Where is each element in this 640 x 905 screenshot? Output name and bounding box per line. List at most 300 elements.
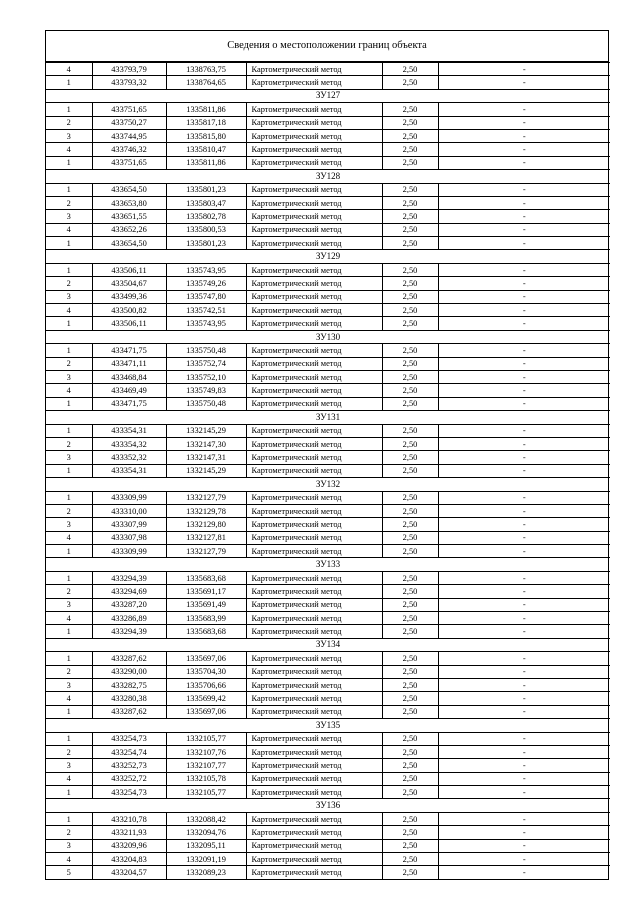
- description-cell: -: [438, 826, 610, 839]
- point-number-cell: 1: [46, 625, 92, 638]
- table-row: [46, 357, 610, 370]
- y-coordinate-cell: 1335752,74: [166, 357, 246, 370]
- x-coordinate-cell: 433211,93: [92, 826, 166, 839]
- y-coordinate-cell: 1332089,23: [166, 866, 246, 879]
- description-cell: -: [438, 370, 610, 383]
- point-number-cell: 1: [46, 786, 92, 799]
- accuracy-cell: 2,50: [382, 317, 438, 330]
- accuracy-cell: 2,50: [382, 63, 438, 76]
- accuracy-cell: 2,50: [382, 612, 438, 625]
- y-coordinate-cell: 1335801,23: [166, 237, 246, 250]
- y-coordinate-cell: 1335743,95: [166, 317, 246, 330]
- description-cell: -: [438, 116, 610, 129]
- x-coordinate-cell: 433294,39: [92, 571, 166, 584]
- y-coordinate-cell: 1335815,80: [166, 129, 246, 142]
- method-cell: Картометрический метод: [246, 263, 382, 276]
- y-coordinate-cell: 1335750,48: [166, 344, 246, 357]
- y-coordinate-cell: 1332129,78: [166, 504, 246, 517]
- accuracy-cell: 2,50: [382, 504, 438, 517]
- point-number-cell: 2: [46, 437, 92, 450]
- description-cell: -: [438, 304, 610, 317]
- y-coordinate-cell: 1332088,42: [166, 812, 246, 825]
- point-number-cell: 3: [46, 518, 92, 531]
- accuracy-cell: 2,50: [382, 772, 438, 785]
- x-coordinate-cell: 433352,32: [92, 451, 166, 464]
- description-cell: -: [438, 518, 610, 531]
- table-row: [46, 866, 610, 879]
- method-cell: Картометрический метод: [246, 357, 382, 370]
- description-cell: -: [438, 866, 610, 879]
- table-row: [46, 370, 610, 383]
- method-cell: Картометрический метод: [246, 370, 382, 383]
- section-header-row: [46, 89, 610, 102]
- point-number-cell: 1: [46, 317, 92, 330]
- point-number-cell: 1: [46, 491, 92, 504]
- y-coordinate-cell: 1335691,17: [166, 585, 246, 598]
- accuracy-cell: 2,50: [382, 545, 438, 558]
- point-number-cell: 1: [46, 652, 92, 665]
- y-coordinate-cell: 1332095,11: [166, 839, 246, 852]
- table-row: [46, 571, 610, 584]
- point-number-cell: 3: [46, 598, 92, 611]
- point-number-cell: 3: [46, 210, 92, 223]
- x-coordinate-cell: 433504,67: [92, 277, 166, 290]
- description-cell: -: [438, 786, 610, 799]
- point-number-cell: 2: [46, 826, 92, 839]
- accuracy-cell: 2,50: [382, 826, 438, 839]
- parcel-label: ЗУ130: [46, 330, 610, 343]
- table-row: [46, 129, 610, 142]
- description-cell: -: [438, 437, 610, 450]
- x-coordinate-cell: 433287,62: [92, 652, 166, 665]
- table-row: [46, 304, 610, 317]
- description-cell: -: [438, 705, 610, 718]
- description-cell: -: [438, 223, 610, 236]
- x-coordinate-cell: 433252,72: [92, 772, 166, 785]
- description-cell: -: [438, 357, 610, 370]
- table-body: [46, 63, 610, 879]
- description-cell: -: [438, 545, 610, 558]
- method-cell: Картометрический метод: [246, 424, 382, 437]
- section-header-row: [46, 799, 610, 812]
- x-coordinate-cell: 433653,80: [92, 196, 166, 209]
- y-coordinate-cell: 1332094,76: [166, 826, 246, 839]
- method-cell: Картометрический метод: [246, 678, 382, 691]
- description-cell: -: [438, 652, 610, 665]
- description-cell: -: [438, 732, 610, 745]
- accuracy-cell: 2,50: [382, 745, 438, 758]
- accuracy-cell: 2,50: [382, 116, 438, 129]
- method-cell: Картометрический метод: [246, 745, 382, 758]
- point-number-cell: 3: [46, 370, 92, 383]
- method-cell: Картометрический метод: [246, 786, 382, 799]
- table-row: [46, 424, 610, 437]
- description-cell: -: [438, 129, 610, 142]
- method-cell: Картометрический метод: [246, 598, 382, 611]
- x-coordinate-cell: 433651,55: [92, 210, 166, 223]
- table-row: [46, 652, 610, 665]
- y-coordinate-cell: 1335749,83: [166, 384, 246, 397]
- accuracy-cell: 2,50: [382, 451, 438, 464]
- y-coordinate-cell: 1335802,78: [166, 210, 246, 223]
- x-coordinate-cell: 433471,75: [92, 397, 166, 410]
- method-cell: Картометрический метод: [246, 504, 382, 517]
- y-coordinate-cell: 1335683,68: [166, 625, 246, 638]
- x-coordinate-cell: 433354,32: [92, 437, 166, 450]
- y-coordinate-cell: 1335683,68: [166, 571, 246, 584]
- description-cell: -: [438, 344, 610, 357]
- x-coordinate-cell: 433654,50: [92, 183, 166, 196]
- description-cell: -: [438, 504, 610, 517]
- point-number-cell: 4: [46, 853, 92, 866]
- point-number-cell: 1: [46, 103, 92, 116]
- method-cell: Картометрический метод: [246, 612, 382, 625]
- method-cell: Картометрический метод: [246, 451, 382, 464]
- parcel-label: ЗУ131: [46, 411, 610, 424]
- point-number-cell: 1: [46, 156, 92, 169]
- point-number-cell: 2: [46, 504, 92, 517]
- accuracy-cell: 2,50: [382, 585, 438, 598]
- table-row: [46, 116, 610, 129]
- accuracy-cell: 2,50: [382, 143, 438, 156]
- x-coordinate-cell: 433744,95: [92, 129, 166, 142]
- method-cell: Картометрический метод: [246, 518, 382, 531]
- method-cell: Картометрический метод: [246, 692, 382, 705]
- accuracy-cell: 2,50: [382, 129, 438, 142]
- section-header-row: [46, 478, 610, 491]
- x-coordinate-cell: 433287,62: [92, 705, 166, 718]
- boundary-document: [45, 30, 609, 880]
- point-number-cell: 3: [46, 759, 92, 772]
- point-number-cell: 5: [46, 866, 92, 879]
- point-number-cell: 2: [46, 116, 92, 129]
- x-coordinate-cell: 433471,75: [92, 344, 166, 357]
- y-coordinate-cell: 1335706,66: [166, 678, 246, 691]
- point-number-cell: 4: [46, 143, 92, 156]
- x-coordinate-cell: 433751,65: [92, 103, 166, 116]
- y-coordinate-cell: 1332145,29: [166, 464, 246, 477]
- y-coordinate-cell: 1332127,81: [166, 531, 246, 544]
- method-cell: Картометрический метод: [246, 344, 382, 357]
- parcel-label: ЗУ127: [46, 89, 610, 102]
- table-row: [46, 625, 610, 638]
- accuracy-cell: 2,50: [382, 103, 438, 116]
- point-number-cell: 1: [46, 571, 92, 584]
- description-cell: -: [438, 156, 610, 169]
- point-number-cell: 2: [46, 277, 92, 290]
- y-coordinate-cell: 1338763,75: [166, 63, 246, 76]
- section-header-row: [46, 638, 610, 651]
- y-coordinate-cell: 1335699,42: [166, 692, 246, 705]
- accuracy-cell: 2,50: [382, 223, 438, 236]
- x-coordinate-cell: 433506,11: [92, 317, 166, 330]
- table-row: [46, 237, 610, 250]
- x-coordinate-cell: 433652,26: [92, 223, 166, 236]
- x-coordinate-cell: 433354,31: [92, 424, 166, 437]
- method-cell: Картометрический метод: [246, 531, 382, 544]
- description-cell: -: [438, 277, 610, 290]
- table-row: [46, 705, 610, 718]
- point-number-cell: 3: [46, 290, 92, 303]
- point-number-cell: 3: [46, 678, 92, 691]
- description-cell: -: [438, 183, 610, 196]
- accuracy-cell: 2,50: [382, 866, 438, 879]
- accuracy-cell: 2,50: [382, 518, 438, 531]
- table-row: [46, 585, 610, 598]
- point-number-cell: 4: [46, 63, 92, 76]
- parcel-label: ЗУ136: [46, 799, 610, 812]
- document-title: Сведения о местоположении границ объекта: [46, 31, 608, 62]
- x-coordinate-cell: 433309,99: [92, 545, 166, 558]
- method-cell: Картометрический метод: [246, 277, 382, 290]
- description-cell: -: [438, 143, 610, 156]
- table-row: [46, 853, 610, 866]
- x-coordinate-cell: 433254,74: [92, 745, 166, 758]
- accuracy-cell: 2,50: [382, 196, 438, 209]
- x-coordinate-cell: 433286,89: [92, 612, 166, 625]
- x-coordinate-cell: 433204,57: [92, 866, 166, 879]
- y-coordinate-cell: 1335817,18: [166, 116, 246, 129]
- point-number-cell: 2: [46, 745, 92, 758]
- point-number-cell: 4: [46, 772, 92, 785]
- accuracy-cell: 2,50: [382, 625, 438, 638]
- method-cell: Картометрический метод: [246, 143, 382, 156]
- y-coordinate-cell: 1335811,86: [166, 103, 246, 116]
- x-coordinate-cell: 433294,39: [92, 625, 166, 638]
- method-cell: Картометрический метод: [246, 812, 382, 825]
- table-row: [46, 531, 610, 544]
- method-cell: Картометрический метод: [246, 585, 382, 598]
- method-cell: Картометрический метод: [246, 210, 382, 223]
- parcel-label: ЗУ135: [46, 719, 610, 732]
- accuracy-cell: 2,50: [382, 571, 438, 584]
- method-cell: Картометрический метод: [246, 397, 382, 410]
- y-coordinate-cell: 1332105,77: [166, 732, 246, 745]
- point-number-cell: 4: [46, 304, 92, 317]
- table-row: [46, 745, 610, 758]
- method-cell: Картометрический метод: [246, 571, 382, 584]
- table-row: [46, 491, 610, 504]
- point-number-cell: 3: [46, 451, 92, 464]
- accuracy-cell: 2,50: [382, 237, 438, 250]
- description-cell: -: [438, 571, 610, 584]
- description-cell: -: [438, 772, 610, 785]
- table-row: [46, 612, 610, 625]
- x-coordinate-cell: 433793,79: [92, 63, 166, 76]
- x-coordinate-cell: 433471,11: [92, 357, 166, 370]
- method-cell: Картометрический метод: [246, 223, 382, 236]
- method-cell: Картометрический метод: [246, 839, 382, 852]
- section-header-row: [46, 250, 610, 263]
- description-cell: -: [438, 63, 610, 76]
- method-cell: Картометрический метод: [246, 103, 382, 116]
- description-cell: -: [438, 384, 610, 397]
- table-row: [46, 384, 610, 397]
- description-cell: -: [438, 317, 610, 330]
- table-row: [46, 839, 610, 852]
- parcel-label: ЗУ134: [46, 638, 610, 651]
- point-number-cell: 2: [46, 665, 92, 678]
- description-cell: -: [438, 839, 610, 852]
- method-cell: Картометрический метод: [246, 772, 382, 785]
- description-cell: -: [438, 196, 610, 209]
- y-coordinate-cell: 1332105,78: [166, 772, 246, 785]
- point-number-cell: 1: [46, 812, 92, 825]
- method-cell: Картометрический метод: [246, 196, 382, 209]
- x-coordinate-cell: 433468,84: [92, 370, 166, 383]
- accuracy-cell: 2,50: [382, 384, 438, 397]
- accuracy-cell: 2,50: [382, 678, 438, 691]
- point-number-cell: 4: [46, 531, 92, 544]
- table-row: [46, 732, 610, 745]
- y-coordinate-cell: 1335801,23: [166, 183, 246, 196]
- accuracy-cell: 2,50: [382, 290, 438, 303]
- description-cell: -: [438, 692, 610, 705]
- parcel-label: ЗУ128: [46, 170, 610, 183]
- method-cell: Картометрический метод: [246, 625, 382, 638]
- coordinates-table: [46, 62, 610, 879]
- accuracy-cell: 2,50: [382, 652, 438, 665]
- x-coordinate-cell: 433210,78: [92, 812, 166, 825]
- table-row: [46, 786, 610, 799]
- method-cell: Картометрический метод: [246, 759, 382, 772]
- method-cell: Картометрический метод: [246, 384, 382, 397]
- table-row: [46, 210, 610, 223]
- description-cell: -: [438, 451, 610, 464]
- table-row: [46, 545, 610, 558]
- point-number-cell: 1: [46, 424, 92, 437]
- description-cell: -: [438, 665, 610, 678]
- x-coordinate-cell: 433252,73: [92, 759, 166, 772]
- y-coordinate-cell: 1335747,80: [166, 290, 246, 303]
- parcel-label: ЗУ129: [46, 250, 610, 263]
- y-coordinate-cell: 1335697,06: [166, 705, 246, 718]
- table-row: [46, 826, 610, 839]
- description-cell: -: [438, 759, 610, 772]
- y-coordinate-cell: 1332105,77: [166, 786, 246, 799]
- x-coordinate-cell: 433280,38: [92, 692, 166, 705]
- accuracy-cell: 2,50: [382, 732, 438, 745]
- method-cell: Картометрический метод: [246, 156, 382, 169]
- x-coordinate-cell: 433354,31: [92, 464, 166, 477]
- x-coordinate-cell: 433654,50: [92, 237, 166, 250]
- method-cell: Картометрический метод: [246, 826, 382, 839]
- table-row: [46, 451, 610, 464]
- description-cell: -: [438, 290, 610, 303]
- method-cell: Картометрический метод: [246, 705, 382, 718]
- y-coordinate-cell: 1332147,31: [166, 451, 246, 464]
- method-cell: Картометрический метод: [246, 304, 382, 317]
- method-cell: Картометрический метод: [246, 665, 382, 678]
- table-row: [46, 223, 610, 236]
- y-coordinate-cell: 1332147,30: [166, 437, 246, 450]
- table-row: [46, 156, 610, 169]
- table-row: [46, 277, 610, 290]
- x-coordinate-cell: 433499,36: [92, 290, 166, 303]
- x-coordinate-cell: 433310,00: [92, 504, 166, 517]
- table-row: [46, 678, 610, 691]
- y-coordinate-cell: 1335752,10: [166, 370, 246, 383]
- table-row: [46, 196, 610, 209]
- accuracy-cell: 2,50: [382, 491, 438, 504]
- x-coordinate-cell: 433500,82: [92, 304, 166, 317]
- description-cell: -: [438, 625, 610, 638]
- point-number-cell: 2: [46, 357, 92, 370]
- table-row: [46, 76, 610, 89]
- table-row: [46, 692, 610, 705]
- point-number-cell: 1: [46, 344, 92, 357]
- accuracy-cell: 2,50: [382, 210, 438, 223]
- x-coordinate-cell: 433204,83: [92, 853, 166, 866]
- table-row: [46, 772, 610, 785]
- table-row: [46, 437, 610, 450]
- accuracy-cell: 2,50: [382, 357, 438, 370]
- x-coordinate-cell: 433506,11: [92, 263, 166, 276]
- description-cell: -: [438, 678, 610, 691]
- description-cell: -: [438, 397, 610, 410]
- method-cell: Картометрический метод: [246, 866, 382, 879]
- accuracy-cell: 2,50: [382, 424, 438, 437]
- table-row: [46, 504, 610, 517]
- description-cell: -: [438, 491, 610, 504]
- y-coordinate-cell: 1335742,51: [166, 304, 246, 317]
- description-cell: -: [438, 103, 610, 116]
- x-coordinate-cell: 433307,98: [92, 531, 166, 544]
- accuracy-cell: 2,50: [382, 304, 438, 317]
- x-coordinate-cell: 433254,73: [92, 732, 166, 745]
- point-number-cell: 4: [46, 384, 92, 397]
- method-cell: Картометрический метод: [246, 183, 382, 196]
- method-cell: Картометрический метод: [246, 652, 382, 665]
- point-number-cell: 1: [46, 263, 92, 276]
- x-coordinate-cell: 433309,99: [92, 491, 166, 504]
- point-number-cell: 2: [46, 196, 92, 209]
- table-row: [46, 518, 610, 531]
- method-cell: Картометрический метод: [246, 129, 382, 142]
- table-row: [46, 344, 610, 357]
- accuracy-cell: 2,50: [382, 692, 438, 705]
- table-row: [46, 183, 610, 196]
- y-coordinate-cell: 1335750,48: [166, 397, 246, 410]
- accuracy-cell: 2,50: [382, 437, 438, 450]
- description-cell: -: [438, 76, 610, 89]
- accuracy-cell: 2,50: [382, 76, 438, 89]
- y-coordinate-cell: 1335811,86: [166, 156, 246, 169]
- x-coordinate-cell: 433751,65: [92, 156, 166, 169]
- parcel-label: ЗУ133: [46, 558, 610, 571]
- method-cell: Картометрический метод: [246, 545, 382, 558]
- description-cell: -: [438, 745, 610, 758]
- description-cell: -: [438, 853, 610, 866]
- accuracy-cell: 2,50: [382, 705, 438, 718]
- point-number-cell: 1: [46, 76, 92, 89]
- x-coordinate-cell: 433254,73: [92, 786, 166, 799]
- accuracy-cell: 2,50: [382, 156, 438, 169]
- method-cell: Картометрический метод: [246, 732, 382, 745]
- section-header-row: [46, 719, 610, 732]
- point-number-cell: 1: [46, 464, 92, 477]
- method-cell: Картометрический метод: [246, 76, 382, 89]
- section-header-row: [46, 330, 610, 343]
- method-cell: Картометрический метод: [246, 437, 382, 450]
- accuracy-cell: 2,50: [382, 853, 438, 866]
- method-cell: Картометрический метод: [246, 853, 382, 866]
- x-coordinate-cell: 433294,69: [92, 585, 166, 598]
- table-row: [46, 812, 610, 825]
- section-header-row: [46, 170, 610, 183]
- accuracy-cell: 2,50: [382, 263, 438, 276]
- description-cell: -: [438, 424, 610, 437]
